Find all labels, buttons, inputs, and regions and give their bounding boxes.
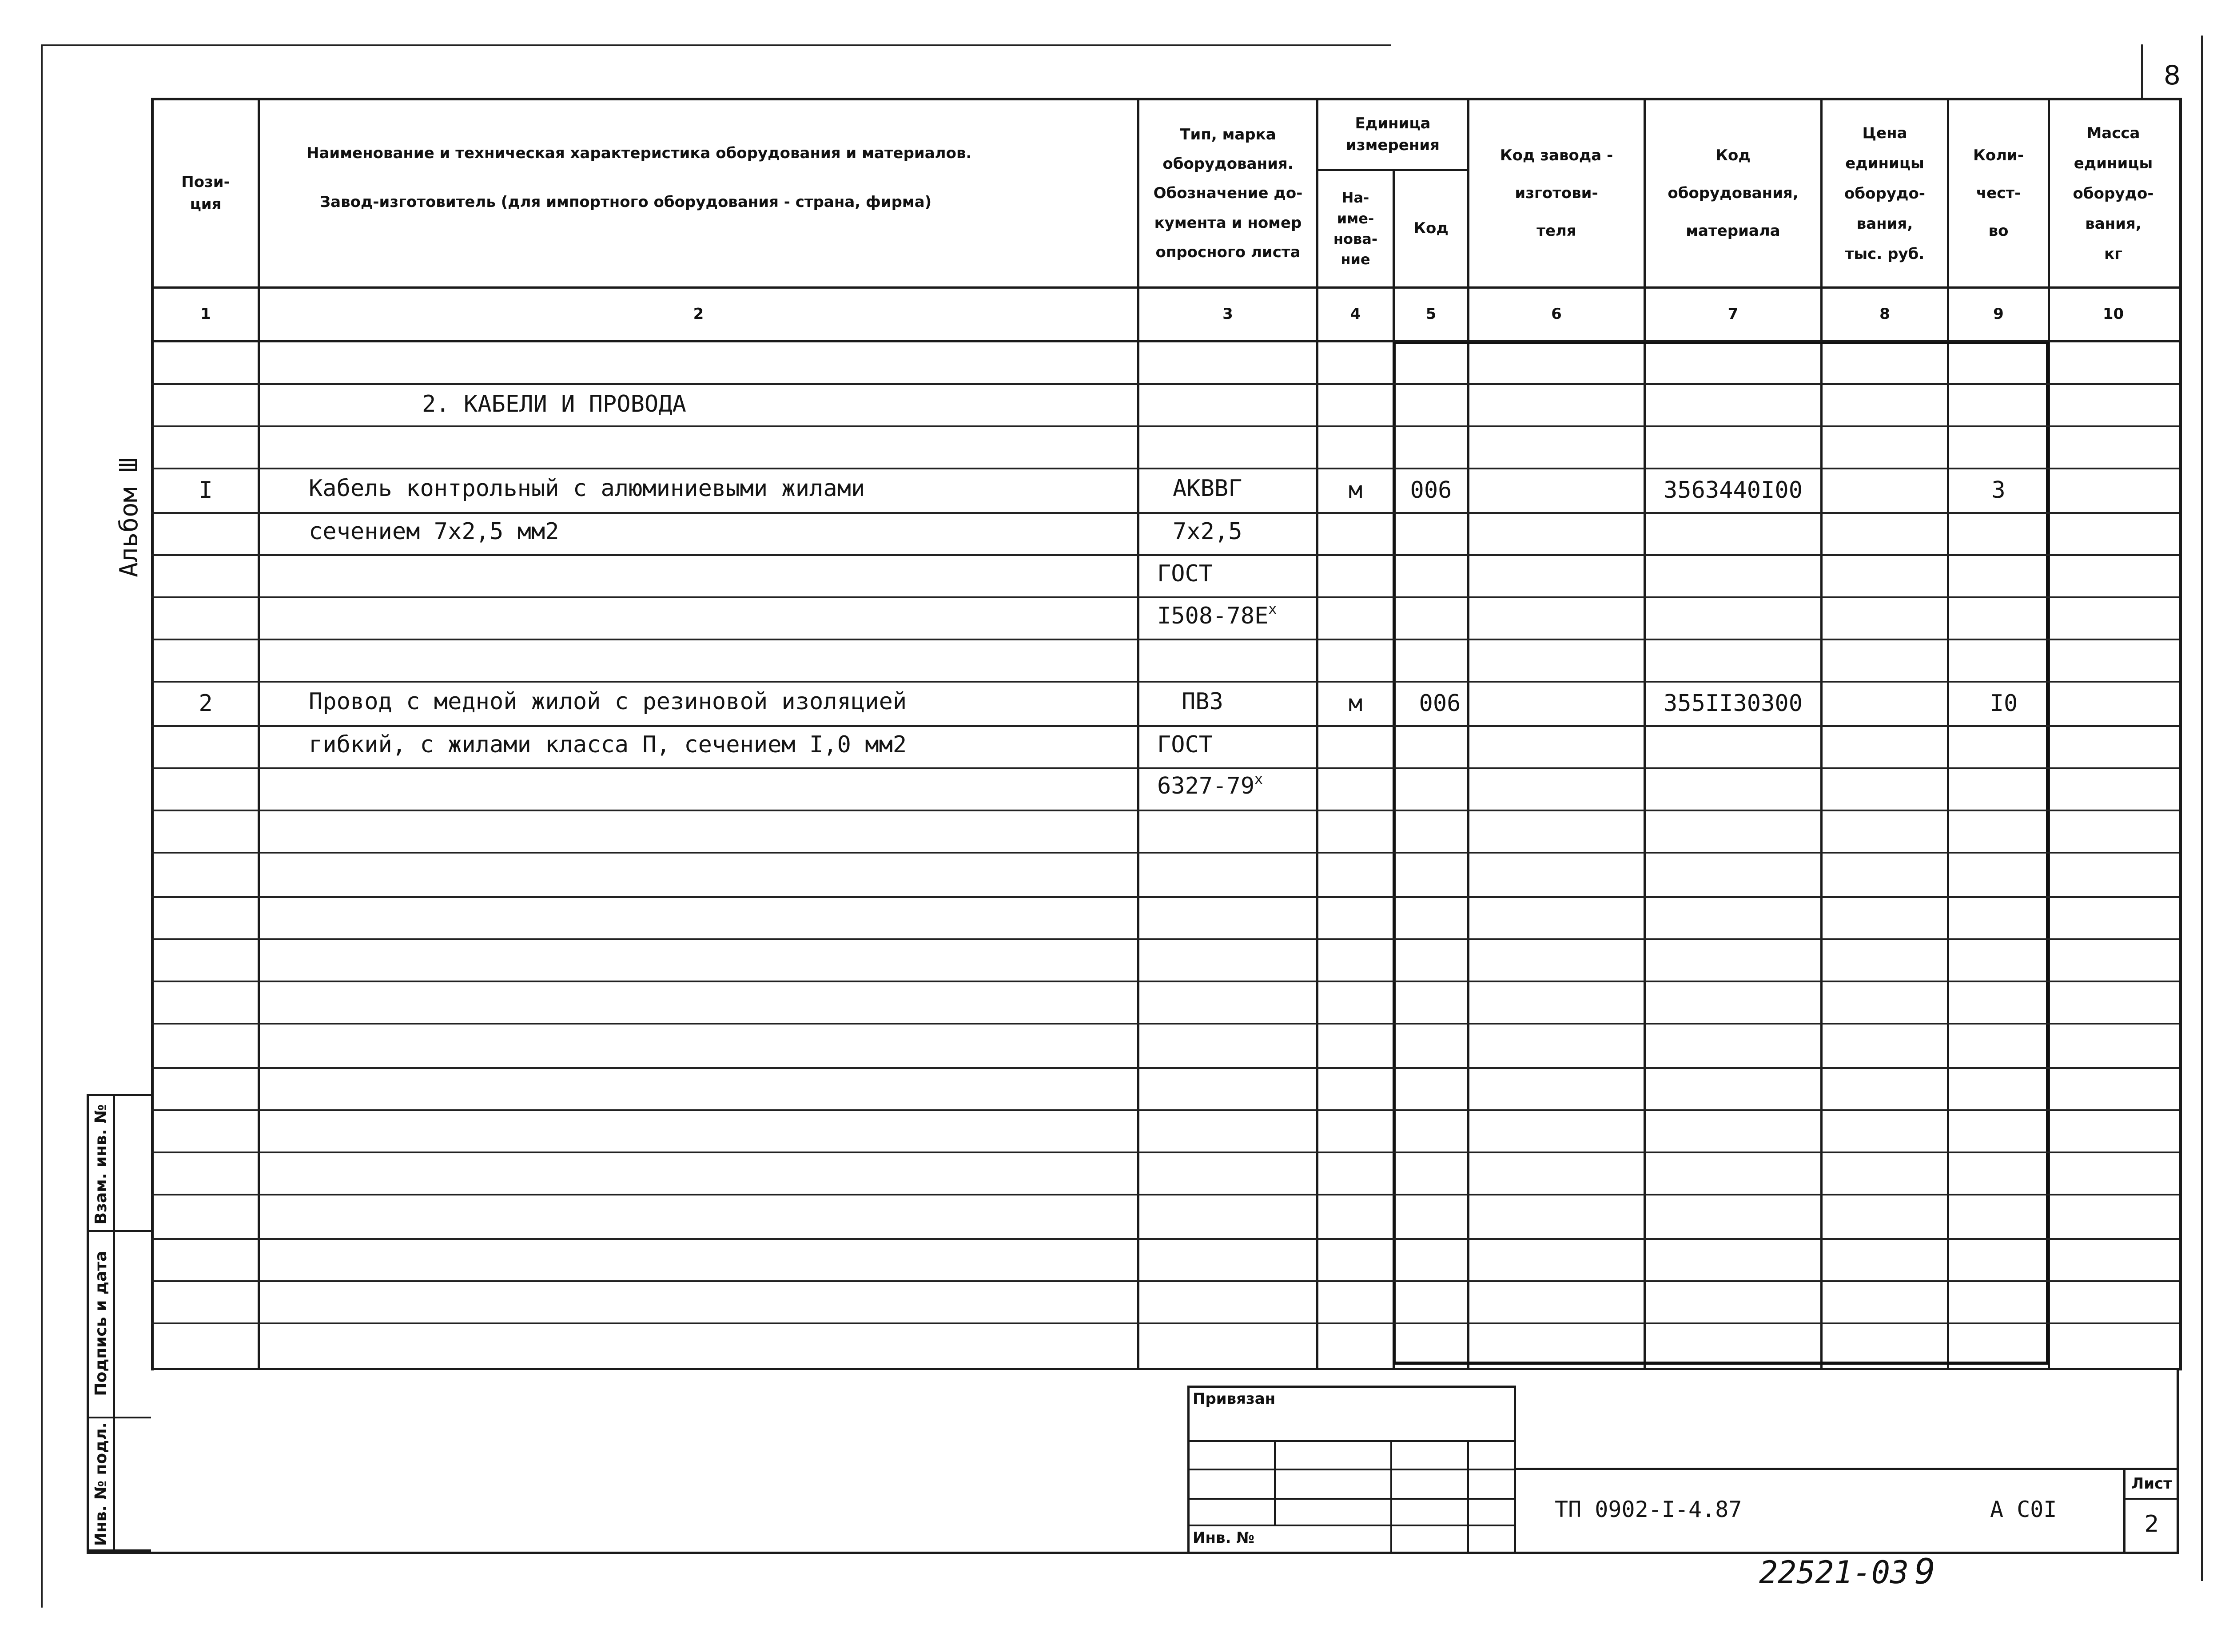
item-type-line3: ГОСТ bbox=[1157, 560, 1213, 587]
outer-left-line bbox=[41, 44, 43, 1608]
item-unit: м bbox=[1348, 477, 1363, 504]
row-line bbox=[151, 896, 2179, 898]
side-stamp-inv-podl: Инв. № подл. bbox=[92, 1422, 110, 1546]
col-number: 6 bbox=[1551, 305, 1562, 323]
privyazan-label: Привязан bbox=[1193, 1390, 1276, 1408]
row-line bbox=[151, 639, 2179, 640]
header-unit-code: Код bbox=[1413, 219, 1449, 238]
privyazan-hline bbox=[1187, 1498, 1516, 1500]
row-line bbox=[151, 852, 2179, 854]
frame-bottom-edge bbox=[87, 1552, 2179, 1554]
item-gost-sup: х bbox=[1254, 771, 1263, 787]
row-line bbox=[151, 596, 2179, 598]
item-unit-code: 006 bbox=[1419, 690, 1461, 717]
row-line bbox=[151, 512, 2179, 514]
header-mass: Масса единицы оборудо- вания, кг bbox=[2073, 124, 2154, 263]
item-name-line1: Кабель контрольный с алюминиевыми жилами bbox=[309, 475, 865, 502]
privyazan-vline bbox=[1274, 1440, 1276, 1525]
item-type-line1: АКВВГ bbox=[1173, 475, 1242, 502]
col-number: 9 bbox=[1993, 305, 2004, 323]
item-gost-sup: х bbox=[1268, 601, 1277, 617]
item-name-line2: гибкий, с жилами класса П, сечением I,0 мм2 bbox=[309, 731, 907, 758]
item-gost-number: 6327-79 bbox=[1157, 773, 1255, 799]
inv-no-label: Инв. № bbox=[1193, 1529, 1255, 1547]
privyazan-hline bbox=[1187, 1525, 1516, 1526]
outer-top-line bbox=[41, 44, 1391, 46]
col-number: 7 bbox=[1727, 305, 1739, 323]
item-type-line2: 7х2,5 bbox=[1173, 518, 1242, 545]
item-type-line1: ПВ3 bbox=[1182, 688, 1223, 715]
header-position: Пози- ция bbox=[181, 173, 230, 213]
list-label: Лист bbox=[2131, 1474, 2172, 1493]
row-line bbox=[151, 383, 2179, 385]
col-number: 2 bbox=[693, 305, 704, 323]
row-line bbox=[151, 1067, 2179, 1069]
header-material-code: Код оборудования, материала bbox=[1668, 147, 1799, 240]
section-title: 2. КАБЕЛИ И ПРОВОДА bbox=[422, 391, 686, 417]
row-line bbox=[151, 1194, 2179, 1195]
col-number: 4 bbox=[1350, 305, 1361, 323]
side-stamp-vzam-inv: Взам. инв. № bbox=[92, 1104, 110, 1225]
item-gost-number: I508-78Е bbox=[1157, 603, 1269, 629]
item-material-code: 355II30300 bbox=[1663, 690, 1803, 717]
row-line bbox=[151, 681, 2179, 683]
header-unit-group: Единица измерения bbox=[1346, 114, 1440, 154]
item-type-line2: ГОСТ bbox=[1157, 731, 1213, 758]
item-name-line1: Провод с медной жилой с резиновой изоляцией bbox=[309, 688, 907, 715]
privyazan-hline bbox=[1187, 1469, 1516, 1470]
row-line bbox=[151, 425, 2179, 427]
col-number: 10 bbox=[2102, 305, 2124, 323]
row-line bbox=[151, 810, 2179, 811]
item-unit: м bbox=[1348, 690, 1363, 717]
doc-code: ТП 0902-I-4.87 bbox=[1555, 1497, 1742, 1522]
row-line bbox=[151, 767, 2179, 769]
doc-code-top-line bbox=[1516, 1468, 2179, 1470]
col-numbers-bottom-line bbox=[151, 340, 2179, 342]
row-line bbox=[151, 1280, 2179, 1282]
header-name-line2: Завод-изготовитель (для импортного оборудования - страна, фирма) bbox=[320, 193, 932, 211]
row-line bbox=[151, 1322, 2179, 1324]
header-unit-name: На- име- нова- ние bbox=[1333, 189, 1378, 268]
row-line bbox=[151, 554, 2179, 556]
item-position: 2 bbox=[199, 690, 213, 717]
footer-handwritten-page: 9 bbox=[1915, 1552, 1935, 1592]
privyazan-hline bbox=[1187, 1440, 1516, 1442]
item-type-line4 bbox=[1157, 603, 1277, 629]
frame-bottom-line bbox=[151, 1368, 2179, 1370]
privyazan-vline bbox=[1467, 1440, 1469, 1552]
album-label: Альбом Ш bbox=[114, 457, 143, 577]
item-type-line3 bbox=[1157, 773, 1263, 799]
row-line bbox=[151, 1152, 2179, 1153]
row-line bbox=[151, 938, 2179, 940]
header-name-line1: Наименование и техническая характеристика оборудования и материалов. bbox=[306, 144, 972, 162]
header-factory-code: Код завода - изготови- теля bbox=[1500, 147, 1613, 240]
row-line bbox=[151, 1238, 2179, 1240]
row-line bbox=[151, 468, 2179, 469]
list-number: 2 bbox=[2144, 1511, 2159, 1538]
col-number: 3 bbox=[1222, 305, 1233, 323]
item-name-line2: сечением 7х2,5 мм2 bbox=[309, 518, 559, 545]
outer-right-line bbox=[2201, 36, 2203, 1581]
side-stamp-podpis-data: Подпись и дата bbox=[92, 1251, 110, 1396]
header-price: Цена единицы оборудо- вания, тыс. руб. bbox=[1844, 124, 1925, 263]
page-number: 8 bbox=[2163, 60, 2181, 91]
item-quantity: I0 bbox=[1990, 690, 2018, 717]
list-box-divider bbox=[2123, 1498, 2179, 1500]
header-type: Тип, марка оборудования. Обозначение до- кумента и номер опросного листа bbox=[1153, 125, 1303, 261]
item-unit-code: 006 bbox=[1410, 477, 1452, 504]
footer-handwritten-code: 22521-03 bbox=[1759, 1554, 1909, 1591]
row-line bbox=[151, 725, 2179, 727]
row-line bbox=[151, 1023, 2179, 1025]
row-line bbox=[151, 1109, 2179, 1111]
album-code: А С0I bbox=[1990, 1497, 2057, 1522]
item-quantity: 3 bbox=[1991, 477, 2006, 504]
privyazan-vline bbox=[1390, 1440, 1392, 1552]
col-number: 1 bbox=[200, 305, 211, 323]
item-position: I bbox=[199, 477, 213, 504]
col-number: 8 bbox=[1879, 305, 1890, 323]
header-quantity: Коли- чест- во bbox=[1973, 147, 2024, 240]
item-material-code: 3563440I00 bbox=[1663, 477, 1803, 504]
row-line bbox=[151, 981, 2179, 982]
col-number: 5 bbox=[1425, 305, 1437, 323]
